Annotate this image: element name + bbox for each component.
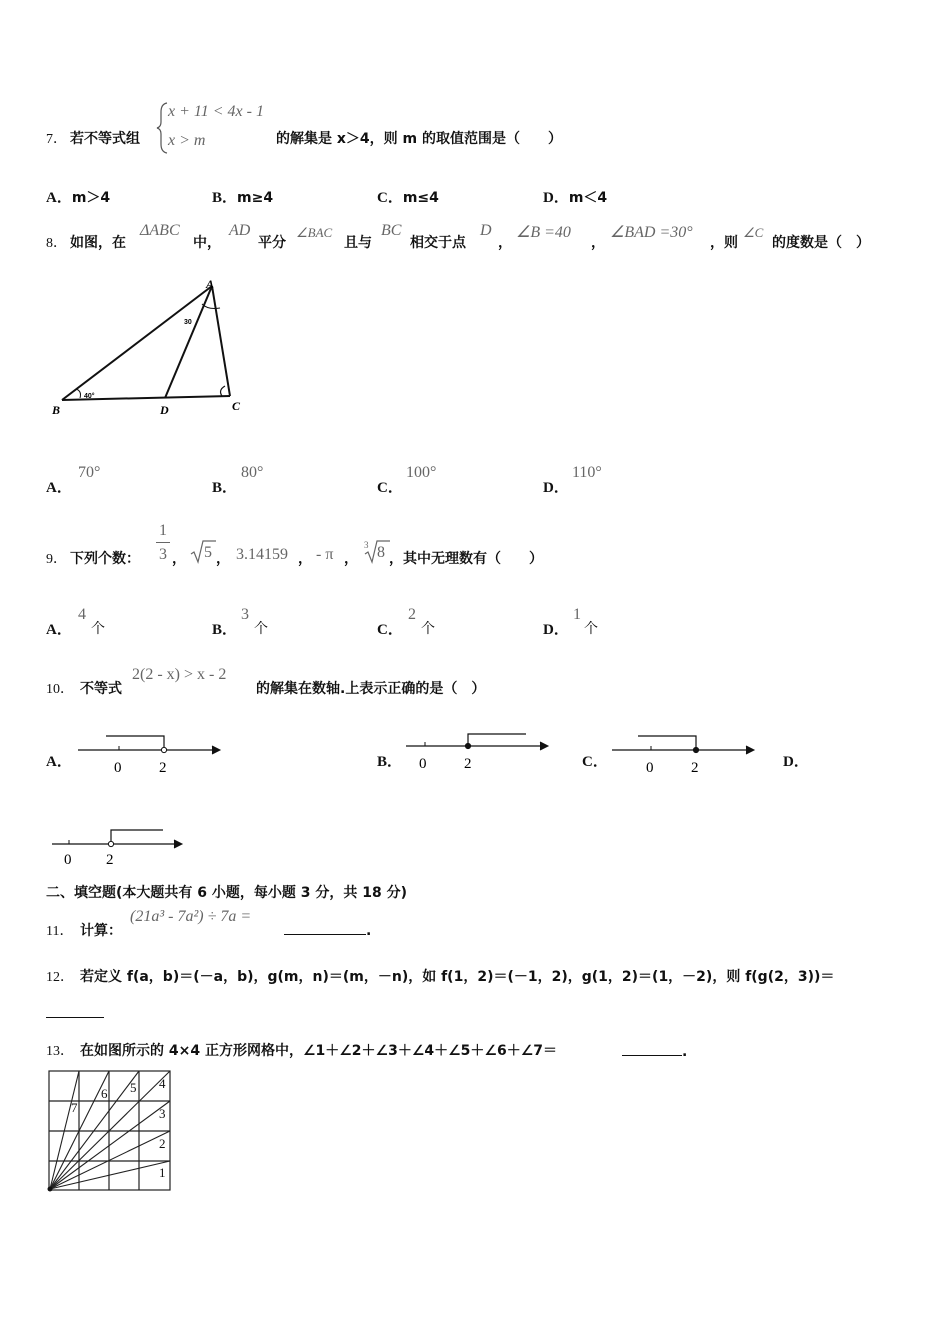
q7-prefix: 若不等式组	[70, 131, 140, 147]
q9-frac-numerator: 1	[159, 522, 167, 539]
q10-b-two: 2	[464, 756, 472, 772]
q8-text-8: ，则	[710, 235, 738, 251]
q12-text: 若定义 f(a，b)＝(－a，b)，g(m，n)＝(m，－n)，如 f(1，2)＝(－1，2)，g(1，2)＝(1，－2)，则 f(g(2，3))＝	[80, 969, 835, 985]
q9-option-d-value[interactable]: 1	[573, 606, 581, 623]
q8-option-c-value[interactable]: 100°	[406, 464, 437, 481]
q9-sqrt5-radicand: 5	[204, 544, 212, 561]
q8-option-d-value[interactable]: 110°	[572, 464, 602, 481]
q8-label-d: D	[160, 403, 169, 417]
q8-text-3: 平分	[258, 235, 286, 251]
q13-grid-figure	[46, 1068, 174, 1194]
q10-expression: 2(2 - x) > x - 2	[132, 666, 227, 683]
q9-option-d-letter[interactable]: D．	[543, 622, 569, 638]
q10-option-c-letter[interactable]: C．	[582, 754, 608, 770]
q9-frac-bar	[156, 542, 170, 543]
q9-number: 9．	[46, 552, 67, 567]
q11-answer-blank[interactable]: .	[284, 920, 371, 939]
q12-answer-blank[interactable]	[46, 1017, 104, 1018]
q9-frac-denominator: 3	[159, 546, 167, 563]
q10-number: 10．	[46, 682, 74, 697]
q10-d-two: 2	[106, 852, 114, 868]
q7-option-d[interactable]: D．m＜4	[543, 190, 608, 206]
q9-option-a-unit: 个	[91, 621, 105, 637]
q8-text-2: 中，	[193, 235, 221, 251]
q10-option-a-letter[interactable]: A．	[46, 754, 72, 770]
q8-label-b: B	[52, 403, 61, 417]
q13-label-6: 6	[101, 1086, 108, 1101]
q7-option-a[interactable]: A．m＞4	[46, 190, 111, 206]
q9-neg-pi: - π	[316, 546, 334, 563]
q8-text-1: 如图，在	[70, 235, 126, 251]
q13-answer-blank[interactable]: .	[622, 1040, 687, 1060]
q8-math-bc: BC	[381, 222, 402, 239]
q8-option-b-letter[interactable]: B．	[212, 480, 238, 496]
q10-suffix: 的解集在数轴.上表示正确的是（ ）	[256, 681, 486, 697]
q9-sep-4: ，	[344, 551, 358, 567]
q8-triangle-figure	[50, 278, 250, 418]
q9-sep-3: ，	[298, 551, 312, 567]
q10-d-zero: 0	[64, 852, 72, 868]
q8-math-d: D	[480, 222, 492, 239]
q10-option-b-numberline[interactable]	[404, 724, 554, 772]
q10-option-c-numberline[interactable]	[610, 728, 760, 776]
cube-root-icon	[364, 540, 378, 564]
q10-option-d-letter[interactable]: D．	[783, 754, 809, 770]
q9-option-b-unit: 个	[254, 621, 268, 637]
q13-label-2: 2	[159, 1136, 166, 1151]
section-2-title: 二、填空题(本大题共有 6 小题，每小题 3 分，共 18 分)	[46, 885, 408, 901]
q13-number: 13．	[46, 1044, 74, 1059]
q9-suffix: ，其中无理数有（ ）	[389, 551, 543, 567]
q8-math-ad: AD	[229, 222, 251, 239]
q8-text-9: 的度数是（ ）	[772, 235, 870, 251]
q8-number: 8．	[46, 236, 67, 251]
q9-prefix: 下列个数：	[70, 551, 140, 567]
q9-option-c-unit: 个	[421, 621, 435, 637]
q8-label-angle-a: 30	[184, 319, 192, 326]
q8-math-bac: ∠BAC	[296, 225, 333, 240]
q8-text-7: ，	[591, 235, 605, 251]
q10-c-two: 2	[691, 760, 699, 776]
q13-label-4: 4	[159, 1076, 166, 1091]
q8-math-angle-b: ∠B =40	[516, 224, 571, 241]
q12-number: 12．	[46, 970, 74, 985]
q9-option-c-letter[interactable]: C．	[377, 622, 403, 638]
q11-expression: (21a³ - 7a²) ÷ 7a =	[130, 908, 252, 925]
q8-math-angle-c: ∠C	[743, 225, 764, 240]
q8-option-a-value[interactable]: 70°	[78, 464, 101, 481]
q9-option-b-value[interactable]: 3	[241, 606, 249, 623]
q7-option-b[interactable]: B．m≥4	[212, 190, 274, 206]
q7-option-c[interactable]: C．m≤4	[377, 190, 439, 206]
q7-number: 7．	[46, 132, 67, 147]
q10-option-a-numberline[interactable]	[76, 728, 226, 776]
q9-option-c-value[interactable]: 2	[408, 606, 416, 623]
q9-option-b-letter[interactable]: B．	[212, 622, 238, 638]
q10-c-zero: 0	[646, 760, 654, 776]
q8-label-a: A	[206, 277, 215, 291]
q13-label-5: 5	[130, 1080, 137, 1095]
q8-label-c: C	[232, 399, 241, 413]
q11-number: 11．	[46, 924, 74, 939]
q7-suffix: 的解集是 x＞4，则 m 的取值范围是（ ）	[276, 131, 562, 147]
q8-option-b-value[interactable]: 80°	[241, 464, 264, 481]
q9-sep-2: ，	[216, 551, 230, 567]
q9-option-a-value[interactable]: 4	[78, 606, 86, 623]
q10-a-zero: 0	[114, 760, 122, 776]
q10-b-zero: 0	[419, 756, 427, 772]
q9-cbrt-index: 3	[364, 540, 369, 550]
q9-sep-1: ，	[172, 551, 186, 567]
q8-option-a-letter[interactable]: A．	[46, 480, 72, 496]
sqrt-icon	[190, 540, 204, 564]
q8-math-angle-bad: ∠BAD =30°	[610, 224, 693, 241]
q9-cbrt8-radicand: 8	[377, 544, 385, 561]
q10-prefix: 不等式	[80, 681, 122, 697]
q8-text-6: ，	[498, 235, 512, 251]
q9-decimal: 3.14159	[236, 546, 288, 563]
q13-label-1: 1	[159, 1165, 166, 1180]
q9-option-d-unit: 个	[584, 621, 598, 637]
q8-text-5: 相交于点	[410, 235, 466, 251]
q8-option-c-letter[interactable]: C．	[377, 480, 403, 496]
q11-prefix: 计算：	[80, 923, 122, 939]
q10-option-d-numberline[interactable]	[50, 822, 190, 868]
q13-label-3: 3	[159, 1106, 166, 1121]
q7-system-line2: x > m	[168, 132, 206, 149]
q10-a-two: 2	[159, 760, 167, 776]
q8-text-4: 且与	[344, 235, 372, 251]
q8-option-d-letter[interactable]: D．	[543, 480, 569, 496]
q7-system-line1: x + 11 < 4x - 1	[168, 103, 264, 120]
q13-text: 在如图所示的 4×4 正方形网格中，∠1＋∠2＋∠3＋∠4＋∠5＋∠6＋∠7＝	[80, 1043, 558, 1059]
q9-option-a-letter[interactable]: A．	[46, 622, 72, 638]
q8-label-angle-b: 40°	[84, 393, 95, 400]
q8-math-triangle: ΔABC	[140, 222, 180, 239]
q13-label-7: 7	[71, 1100, 78, 1115]
q10-option-b-letter[interactable]: B．	[377, 754, 403, 770]
